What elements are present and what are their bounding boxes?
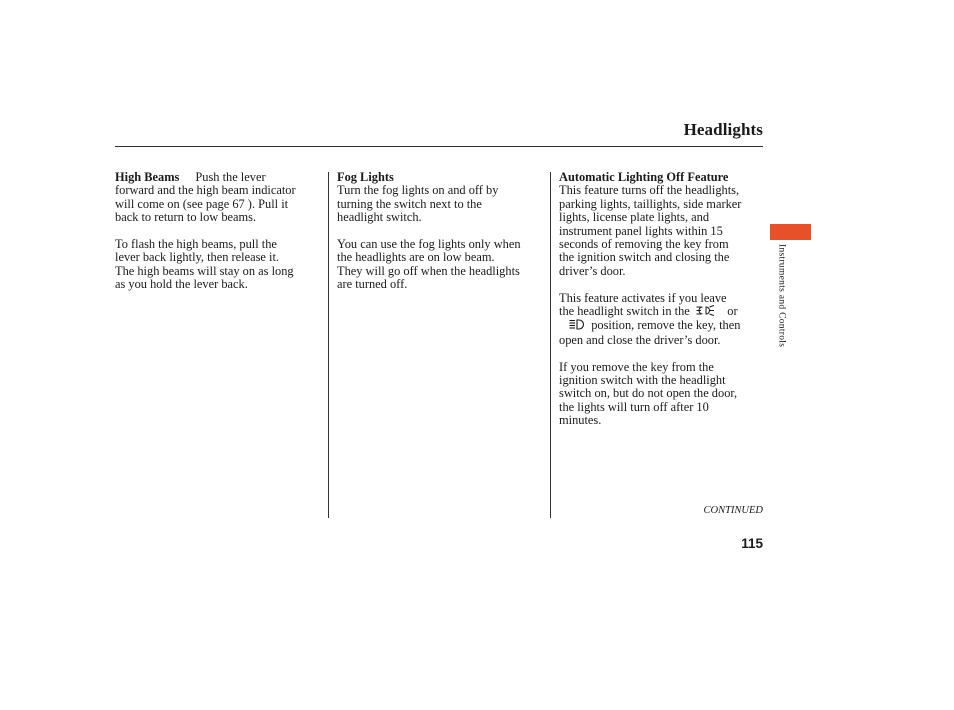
continued-label: CONTINUED <box>703 505 763 516</box>
auto-lighting-paragraph-3: If you remove the key from the ignition switch with the headlight switch on, but do not open the door, the lights will turn off after 10 minutes. <box>559 359 738 428</box>
page-title: Headlights <box>683 120 763 139</box>
fog-lights-paragraph-2: You can use the fog lights only when the headlights are on low beam. They will go off when the headlights are turned off. <box>337 237 521 292</box>
auto-lighting-paragraph-2: This feature activates if you leave the headlight switch in the or position, remove the key, then open and close the driver’s door. <box>559 290 741 347</box>
high-beams-paragraph-2: To flash the high beams, pull the lever back lightly, then release it. The high beams will stay on as long as you hold the lever back. <box>115 237 294 292</box>
parking-light-icon <box>696 305 718 319</box>
high-beams-column <box>115 171 325 305</box>
fog-lights-column <box>337 171 547 305</box>
fog-lights-paragraph-1: Fog Lights Turn the fog lights on and off by turning the switch next to the headlight switch. <box>337 171 547 225</box>
section-tab <box>770 224 811 240</box>
section-label: Instruments and Controls <box>776 244 787 348</box>
fog-lights-heading: Fog Lights <box>337 170 394 184</box>
automatic-lighting-off-column <box>559 171 765 441</box>
high-beams-paragraph-1: High Beams Push the lever forward and the high beam indicator will come on (see page 67 ). Pull it back to return to low beams. <box>115 170 296 225</box>
column-divider-1 <box>328 172 329 518</box>
page-number: 115 <box>741 536 763 551</box>
title-rule <box>115 146 763 147</box>
auto-lighting-paragraph-1: Automatic Lighting Off Feature This feature turns off the headlights, parking lights, taillights, side marker lights, license plate lights, and instrument panel lights within 15 seconds of removing the key from the ignition switch and closing the driver’s door. <box>559 171 765 278</box>
auto-lighting-heading: Automatic Lighting Off Feature <box>559 170 729 184</box>
high-beams-heading: High Beams <box>115 170 180 184</box>
column-divider-2 <box>550 172 551 518</box>
headlight-icon <box>569 319 585 333</box>
